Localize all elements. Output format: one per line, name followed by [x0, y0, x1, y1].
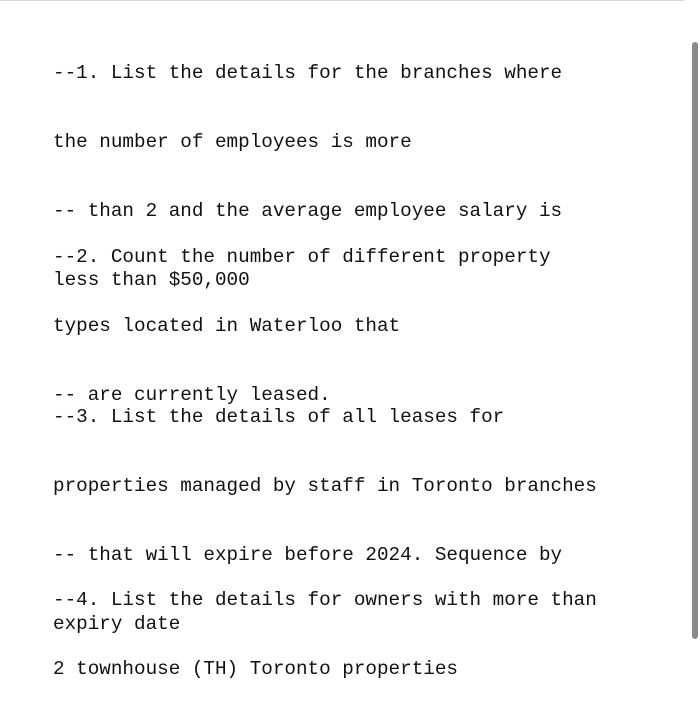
scrollbar-thumb[interactable]	[692, 42, 698, 639]
question-2-line-2: types located in Waterloo that	[53, 315, 401, 337]
question-1-line-4: less than $50,000	[53, 269, 250, 291]
vertical-scrollbar[interactable]	[684, 0, 700, 639]
question-3-line-4: expiry date	[53, 613, 181, 635]
question-3-line-2: properties managed by staff in Toronto branches	[53, 475, 597, 497]
question-3-line-3: -- that will expire before 2024. Sequence by	[53, 544, 563, 566]
top-divider	[0, 0, 700, 1]
question-1-line-3: -- than 2 and the average employee salary is	[53, 200, 563, 222]
question-2-line-1: --2. Count the number of different property	[53, 246, 551, 268]
question-3-line-1: --3. List the details of all leases for	[53, 406, 505, 428]
question-1-line-1: --1. List the details for the branches where	[53, 62, 563, 84]
question-2-line-3: -- are currently leased.	[53, 384, 331, 406]
question-1-line-2: the number of employees is more	[53, 131, 412, 153]
question-4	[53, 543, 663, 704]
question-4-line-2: 2 townhouse (TH) Toronto properties	[53, 658, 458, 680]
question-4-line-1: --4. List the details for owners with more than	[53, 589, 597, 611]
